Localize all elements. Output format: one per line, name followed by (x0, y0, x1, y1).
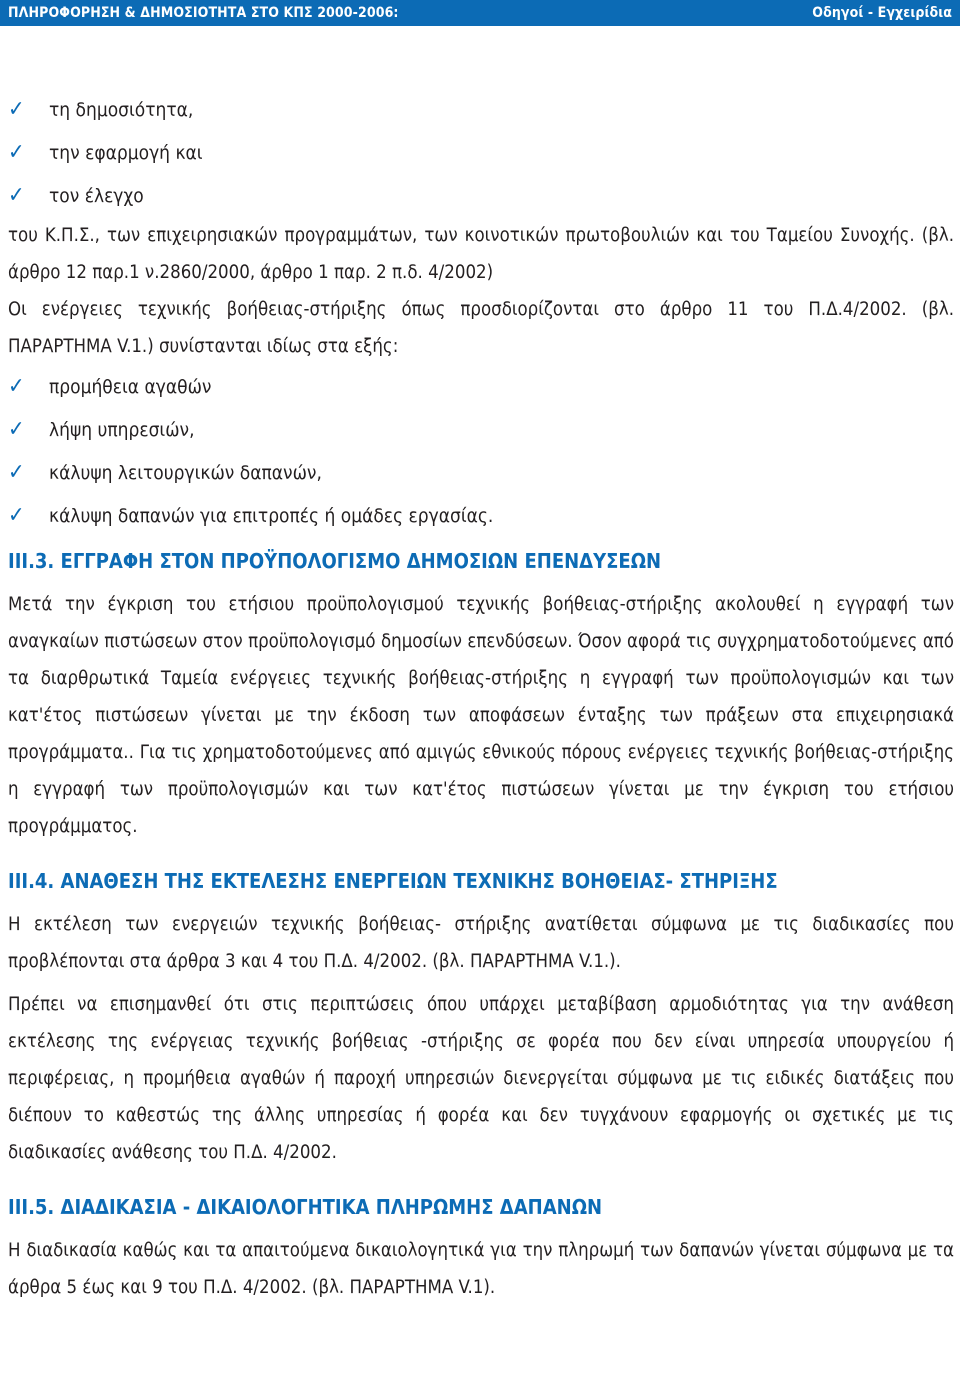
page-header (0, 0, 960, 26)
paragraph-iii-5: Η διαδικασία καθώς και τα απαιτούμενα δικαιολογητικά για την πληρωμή των δαπανών γίνεται σύμφωνα με τα άρθρα 5 έως και 9 του Π.Δ. 4/2002. (βλ. ΠΑΡΑΡΤΗΜΑ V.1). (8, 1240, 954, 1298)
paragraph-iii-4-a: Η εκτέλεση των ενεργειών τεχνικής βοήθειας- στήριξης ανατίθεται σύμφωνα με τις διαδικασίες που προβλέπονται στα άρθρα 3 και 4 του Π.Δ. 4/2002. (βλ. ΠΑΡΑΡΤΗΜΑ V.1.). (8, 914, 954, 972)
paragraph-actions-intro: Οι ενέργειες τεχνικής βοήθειας-στήριξης όπως προσδιορίζονται στο άρθρο 11 του Π.Δ.4/2002. (βλ. ΠΑΡΑΡΤΗΜΑ V.1.) συνίστανται ιδίως στα εξής: (8, 299, 954, 357)
checkmark-icon: ✓ (8, 417, 25, 442)
header-right: Οδηγοί - Εγχειρίδια (812, 5, 952, 21)
paragraph-iii-3: Μετά την έγκριση του ετήσιου προϋπολογισμού τεχνικής βοήθειας-στήριξης ακολουθεί η εγγραφή των αναγκαίων πιστώσεων στον προϋπολογισμό δημοσίων επενδύσεων. Όσον αφορά τις συγχρηματοδοτούμενες από τα διαρθρωτικά Ταμεία ενέργειες τεχνικής βοήθειας-στήριξης η εγγραφή των προϋπολογισμών και των κατ'έτος πιστώσεων γίνεται με την έκδοση των αποφάσεων ένταξης των πράξεων στα επιχειρησιακά προγράμματα.. Για τις χρηματοδοτούμενες από αμιγώς εθνικούς πόρους ενέργειες τεχνικής βοήθειας-στήριξης η εγγραφή των προϋπολογισμών και των κατ'έτος πιστώσεων γίνεται με την έγκριση του ετήσιου προγράμματος. (8, 594, 954, 837)
list-item: ✓ προμήθεια αγαθών (8, 374, 212, 399)
checkmark-icon: ✓ (8, 97, 25, 122)
header-left: ΠΛΗΡΟΦΟΡΗΣΗ & ΔΗΜΟΣΙΟΤΗΤΑ ΣΤΟ ΚΠΣ 2000-2006: (8, 5, 399, 21)
list-item: ✓ τη δημοσιότητα, (8, 97, 194, 122)
checklist-actions (8, 365, 954, 537)
checkmark-icon: ✓ (8, 183, 25, 208)
checkmark-icon: ✓ (8, 503, 25, 528)
section-title-iii-4: ΙΙΙ.4. ΑΝΑΘΕΣΗ ΤΗΣ ΕΚΤΕΛΕΣΗΣ ΕΝΕΡΓΕΙΩΝ ΤΕΧΝΙΚΗΣ ΒΟΗΘΕΙΑΣ- ΣΤΗΡΙΞΗΣ (8, 869, 778, 893)
section-title-iii-3: ΙΙΙ.3. ΕΓΓΡΑΦΗ ΣΤΟΝ ΠΡΟΫΠΟΛΟΓΙΣΜΟ ΔΗΜΟΣΙΩΝ ΕΠΕΝΔΥΣΕΩΝ (8, 549, 662, 573)
paragraph-iii-4-b: Πρέπει να επισημανθεί ότι στις περιπτώσεις όπου υπάρχει μεταβίβαση αρμοδιότητας για την ανάθεση εκτέλεσης της ενέργειας τεχνικής βοήθειας -στήριξης σε φορέα που δεν είναι υπηρεσία υπουργείου ή περιφέρειας, η προμήθεια αγαθών ή παροχή υπηρεσιών διενεργείται σύμφωνα με τις ειδικές διατάξεις που διέπουν το καθεστώς της άλλης υπηρεσίας ή φορέα και δεν τυγχάνουν εφαρμογής οι σχετικές με τις διαδικασίες ανάθεσης του Π.Δ. 4/2002. (8, 994, 954, 1163)
section-title-iii-5: ΙΙΙ.5. ΔΙΑΔΙΚΑΣΙΑ - ΔΙΚΑΙΟΛΟΓΗΤΙΚΑ ΠΛΗΡΩΜΗΣ ΔΑΠΑΝΩΝ (8, 1195, 603, 1219)
checkmark-icon: ✓ (8, 374, 25, 399)
checkmark-icon: ✓ (8, 140, 25, 165)
list-item: ✓ την εφαρμογή και (8, 140, 203, 165)
list-item: ✓ κάλυψη δαπανών για επιτροπές ή ομάδες εργασίας. (8, 503, 494, 528)
document-body (8, 88, 954, 1306)
list-item: ✓ λήψη υπηρεσιών, (8, 417, 195, 442)
checkmark-icon: ✓ (8, 460, 25, 485)
checklist-publicity (8, 88, 954, 217)
list-item: ✓ κάλυψη λειτουργικών δαπανών, (8, 460, 322, 485)
list-item: ✓ τον έλεγχο (8, 183, 144, 208)
paragraph-legal-ref: του Κ.Π.Σ., των επιχειρησιακών προγραμμάτων, των κοινοτικών πρωτοβουλιών και του Ταμείου Συνοχής. (βλ. άρθρο 12 παρ.1 ν.2860/2000, άρθρο 1 παρ. 2 π.δ. 4/2002) (8, 225, 954, 283)
